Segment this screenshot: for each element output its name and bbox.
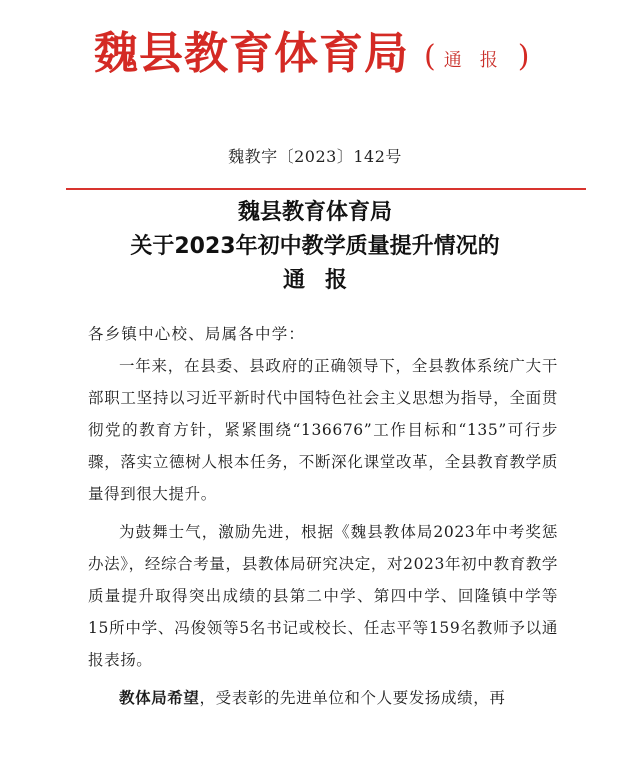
document-title <box>0 196 630 298</box>
paragraph-3-emphasis: 教体局希望 <box>119 688 200 707</box>
salutation: 各乡镇中心校、局属各中学： <box>88 325 306 343</box>
doc-type-open-paren: ( <box>424 39 436 74</box>
document-number: 魏教字〔2023〕142号 <box>228 147 402 166</box>
red-separator-line <box>66 188 586 190</box>
paragraph-2: 为鼓舞士气，激励先进，根据《魏县教体局2023年中考奖惩办法》，经综合考量，县教体局研究决定，对2023年初中教育教学质量提升取得突出成绩的县第二中学、第四中学、回隆镇中学等15所中学、冯俊领等5名书记或校长、任志平等159名教师予以通报表扬。 <box>88 523 558 669</box>
doc-type-close-paren: ) <box>517 39 530 74</box>
paragraph-3 <box>88 682 558 714</box>
title-line-2: 关于2023年初中教学质量提升情况的 <box>130 234 500 259</box>
paragraph-1: 一年来，在县委、县政府的正确领导下，全县教体系统广大干部职工坚持以习近平新时代中国特色社会主义思想为指导，全面贯彻党的教育方针，紧紧围绕“136676”工作目标和“135”可行步骤，落实立德树人根本任务，不断深化课堂改革，全县教育教学质量得到很大提升。 <box>88 357 558 503</box>
doc-type-label: 通报 <box>443 50 516 71</box>
document-body <box>88 318 558 714</box>
letterhead-doc-type <box>424 40 529 78</box>
paragraph-3-text: ，受表彰的先进单位和个人要发扬成绩，再 <box>199 689 506 707</box>
title-line-1: 魏县教育体育局 <box>237 200 392 225</box>
letterhead <box>0 26 630 86</box>
letterhead-org-name: 魏县教育体育局 <box>94 28 409 79</box>
title-line-3: 通报 <box>282 268 367 293</box>
